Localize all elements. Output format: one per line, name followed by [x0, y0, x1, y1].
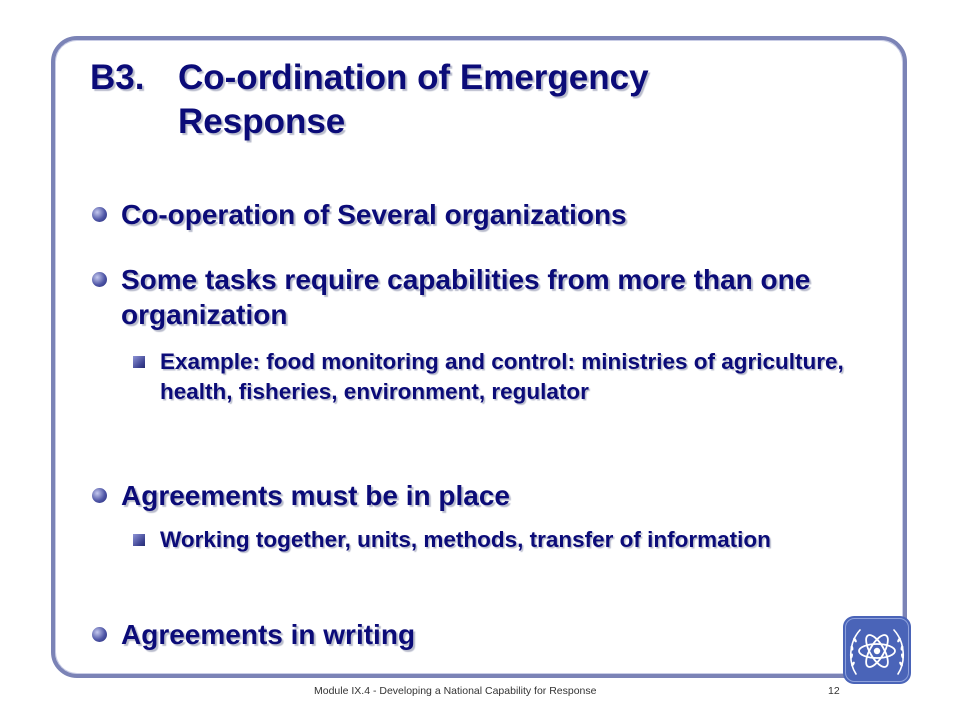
footer-page-number: 12 — [828, 685, 840, 697]
footer-module-text: Module IX.4 - Developing a National Capability for Response — [314, 685, 597, 697]
bullet-dot-icon — [92, 627, 107, 642]
bullet-text: Agreements must be in place — [121, 480, 511, 511]
bullet-dot-icon — [92, 488, 107, 503]
sub-bullet-text: Working together, units, methods, transfer of information — [160, 527, 771, 552]
sub-bullet-item — [133, 525, 850, 555]
bullet-text: Some tasks require capabilities from more than one organization — [121, 264, 811, 330]
title-line-2: Response — [178, 102, 346, 141]
bullet-item — [92, 197, 881, 232]
bullet-item — [92, 478, 881, 513]
title-line-1: Co-ordination of Emergency — [178, 58, 649, 97]
bullet-item — [92, 617, 881, 652]
slide-title — [90, 56, 649, 144]
bullet-text: Co-operation of Several organizations — [121, 199, 627, 230]
bullet-text: Agreements in writing — [121, 619, 416, 650]
sub-bullet-item — [133, 347, 850, 407]
sub-bullet-square-icon — [133, 534, 145, 546]
title-number: B3. — [90, 58, 145, 97]
sub-bullet-text: Example: food monitoring and control: ministries of agriculture, health, fisheries, environment, regulator — [160, 349, 844, 404]
bullet-dot-icon — [92, 272, 107, 287]
bullet-item — [92, 262, 881, 332]
bullet-dot-icon — [92, 207, 107, 222]
sub-bullet-square-icon — [133, 356, 145, 368]
iaea-atom-logo-icon — [842, 614, 912, 686]
